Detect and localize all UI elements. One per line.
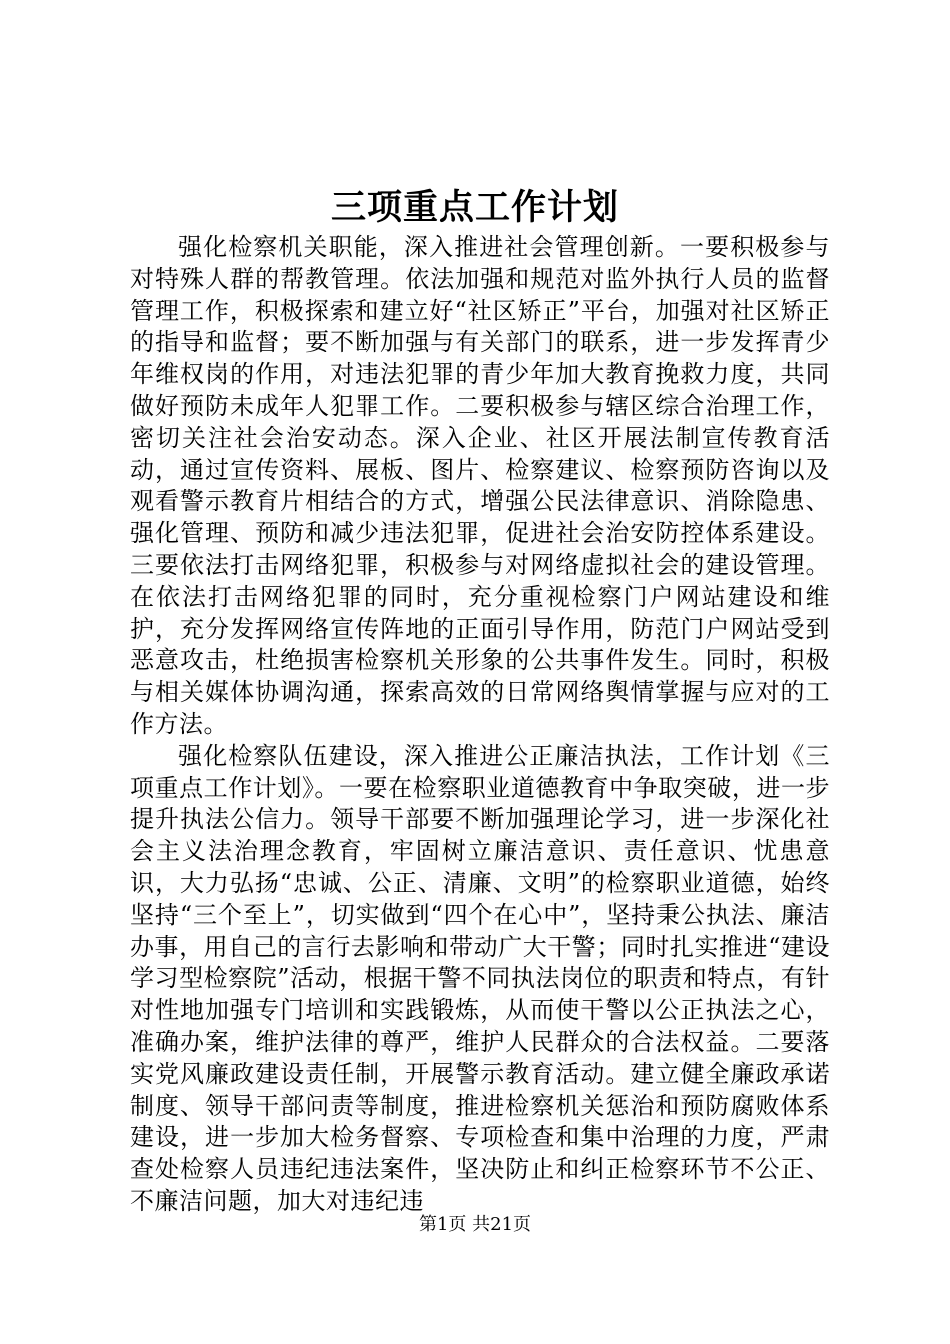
paragraph-2: 强化检察队伍建设，深入推进公正廉洁执法，工作计划《三项重点工作计划》。一要在检察职业道德教育中争取突破，进一步提升执法公信力。领导干部要不断加强理论学习，进一步深化社会主义法治理念教育，牢固树立廉洁意识、责任意识、忧患意识，大力弘扬“忠诚、公正、清廉、文明”的检察职业道德，始终坚持“三个至上”，切实做到“四个在心中”，坚持秉公执法、廉洁办事，用自己的言行去影响和带动广大干警；同时扎实推进“建设学习型检察院”活动，根据干警不同执法岗位的职责和特点，有针对性地加强专门培训和实践锻炼，从而使干警以公正执法之心，准确办案，维护法律的尊严，维护人民群众的合法权益。二要落实党风廉政建设责任制，开展警示教育活动。建立健全廉政承诺制度、领导干部问责等制度，推进检察机关惩治和预防腐败体系建设，进一步加大检务督察、专项检查和集中治理的力度，严肃查处检察人员违纪违法案件，坚决防止和纠正检察环节不公正、不廉洁问题，加大对违纪违: [130, 741, 830, 1215]
paragraph-1: 强化检察机关职能，深入推进社会管理创新。一要积极参与对特殊人群的帮教管理。依法加强和规范对监外执行人员的监督管理工作，积极探索和建立好“社区矫正”平台，加强对社区矫正的指导和监督；要不断加强与有关部门的联系，进一步发挥青少年维权岗的作用，对违法犯罪的青少年加大教育挽救力度，共同做好预防未成年人犯罪工作。二要积极参与辖区综合治理工作，密切关注社会治安动态。深入企业、社区开展法制宣传教育活动，通过宣传资料、展板、图片、检察建议、检察预防咨询以及观看警示教育片相结合的方式，增强公民法律意识、消除隐患、强化管理、预防和减少违法犯罪，促进社会治安防控体系建设。三要依法打击网络犯罪，积极参与对网络虚拟社会的建设管理。在依法打击网络犯罪的同时，充分重视检察门户网站建设和维护，充分发挥网络宣传阵地的正面引导作用，防范门户网站受到恶意攻击，杜绝损害检察机关形象的公共事件发生。同时，积极与相关媒体协调沟通，探索高效的日常网络舆情掌握与应对的工作方法。: [130, 233, 830, 738]
page-title: 三项重点工作计划: [330, 187, 619, 228]
page-footer: 第1页 共21页: [418, 1214, 532, 1235]
document-body: [130, 232, 830, 1215]
